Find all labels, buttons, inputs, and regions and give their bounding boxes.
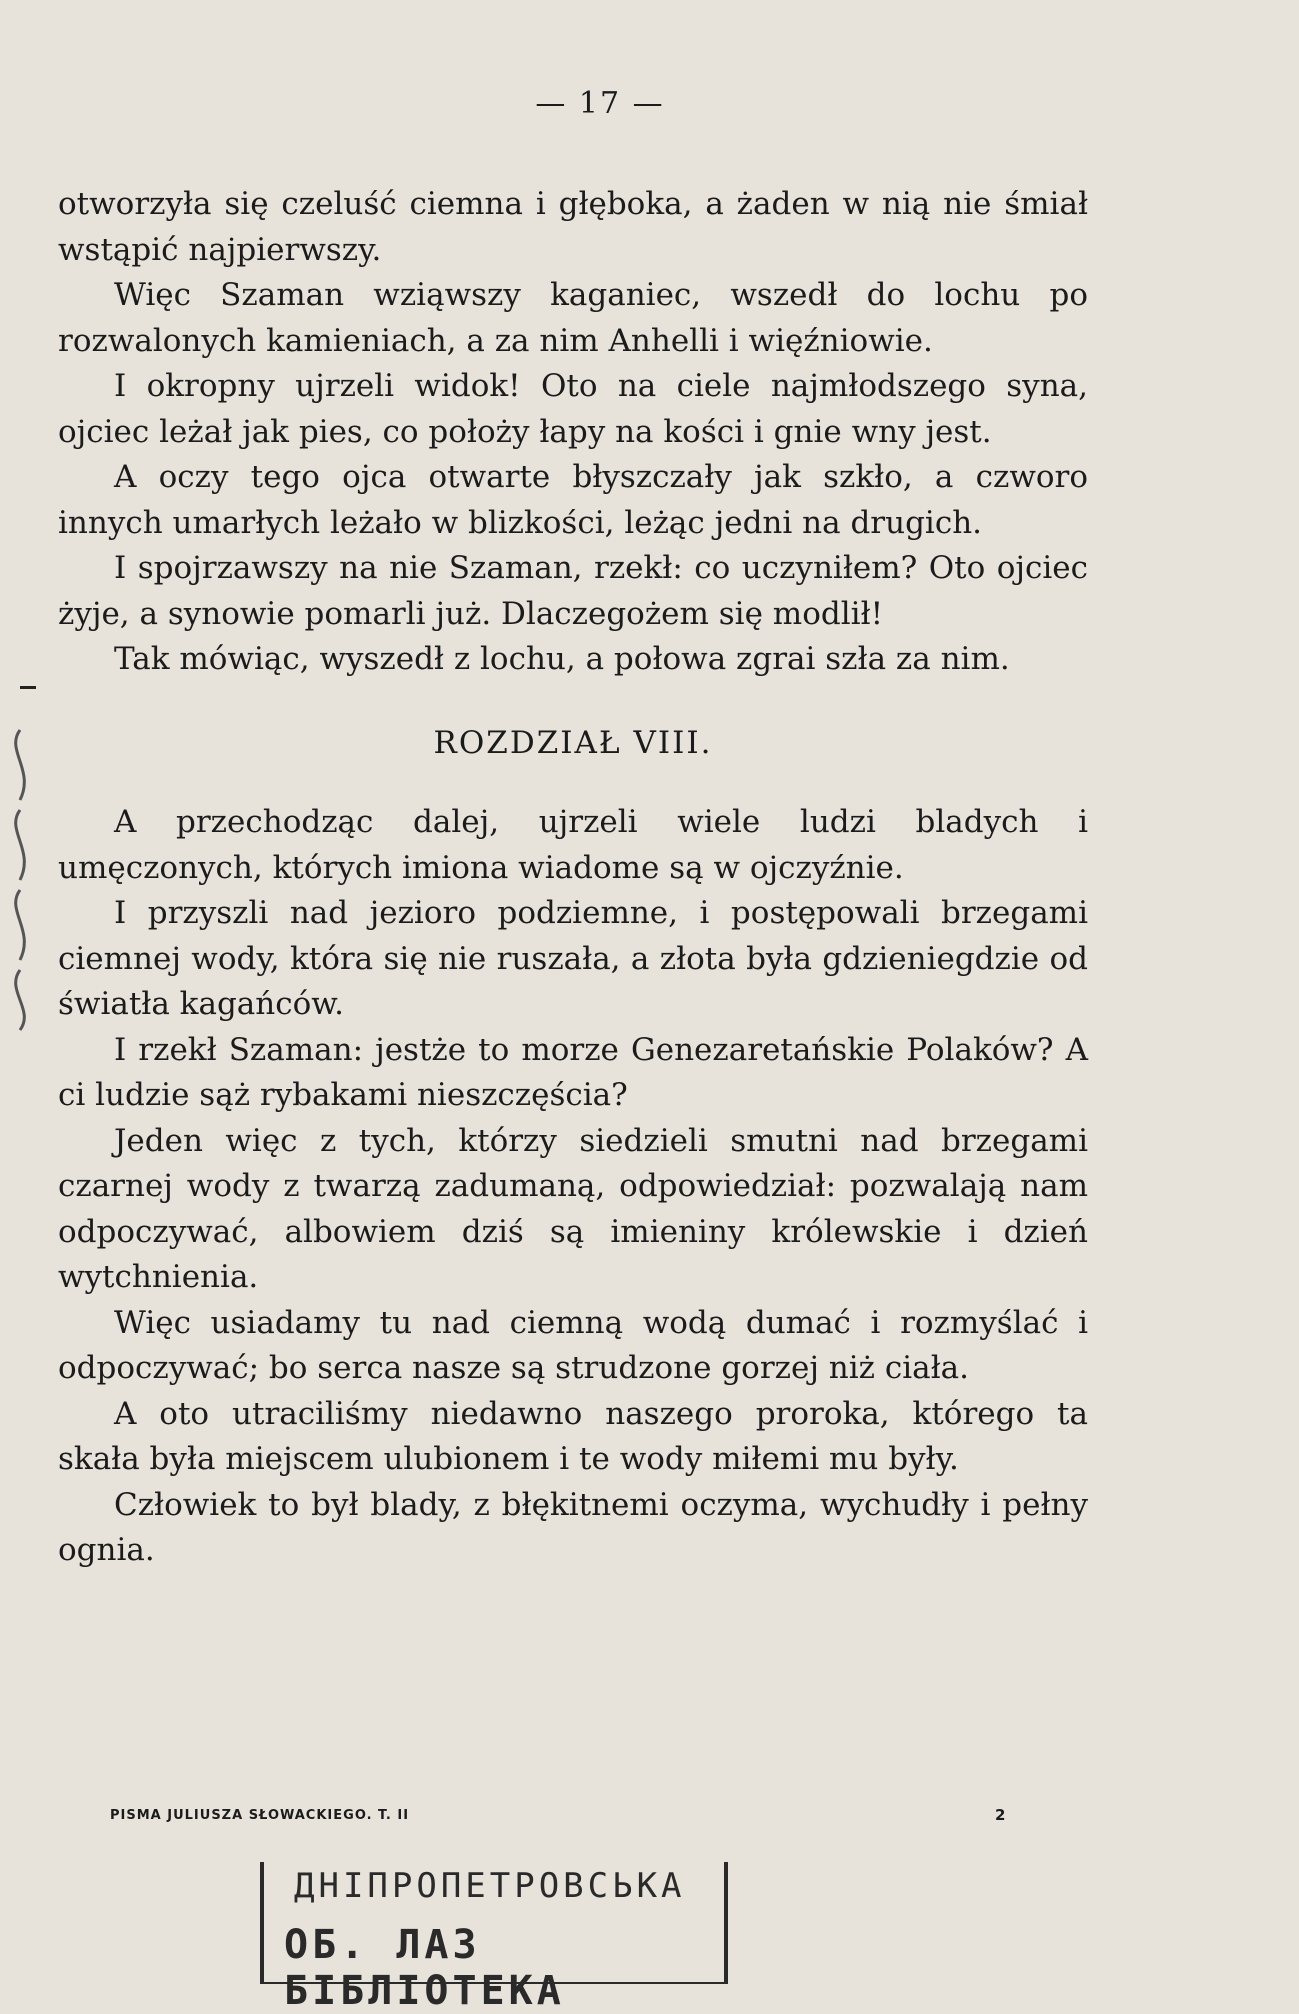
paragraph: A oto utraciliśmy niedawno naszego proroka, którego ta skała była miejscem ulubionem i te wody miłemi mu były. xyxy=(58,1395,1088,1477)
footer-series-title: PISMA JULIUSZA SŁOWACKIEGO. T. II xyxy=(110,1808,410,1823)
paragraph: I rzekł Szaman: jestże to morze Genezaretańskie Polaków? A ci ludzie sąż rybakami nieszczęścia? xyxy=(58,1031,1088,1113)
page-number: — 17 — xyxy=(535,86,665,121)
stamp-line-1: ДНІПРОПЕТРОВСЬКА xyxy=(294,1866,686,1906)
stamp-line-2: ОБ. ЛАЗ БІБЛІОТЕКА xyxy=(284,1922,565,2014)
chapter-heading: ROZDZIAŁ VIII. xyxy=(433,724,713,761)
paragraph: Jeden więc z tych, którzy siedzieli smutni nad brzegami czarnej wody z twarzą zadumaną, odpowiedział: pozwalają nam odpoczywać, albowiem dziś są imieniny królewskie i dzień wytchnienia. xyxy=(58,1122,1088,1295)
paragraph: I przyszli nad jezioro podziemne, i postępowali brzegami ciemnej wody, która się nie ruszała, a złota była gdzieniegdzie od światła kagańców. xyxy=(58,895,1088,1022)
paragraph: Więc Szaman wziąwszy kaganiec, wszedł do lochu po rozwalonych kamieniach, a za nim Anhelli i więźniowie. xyxy=(58,277,1088,359)
margin-dash xyxy=(20,686,36,689)
paragraph: I spojrzawszy na nie Szaman, rzekł: co uczyniłem? Oto ojciec żyje, a synowie pomarli już. Dlaczegożem się modlił! xyxy=(58,550,1088,632)
paragraph: A przechodząc dalej, ujrzeli wiele ludzi bladych i umęczonych, których imiona wiadome są w ojczyźnie. xyxy=(58,804,1088,886)
paragraph: I okropny ujrzeli widok! Oto na ciele najmłodszego syna, ojciec leżał jak pies, co położy łapy na kości i gnie wny jest. xyxy=(58,368,1088,450)
body-text xyxy=(58,182,1088,1574)
margin-handwriting-mark xyxy=(0,720,40,1040)
paragraph: Tak mówiąc, wyszedł z lochu, a połowa zgrai szła za nim. xyxy=(114,641,1010,677)
library-stamp xyxy=(260,1862,728,2014)
paragraph: A oczy tego ojca otwarte błyszczały jak szkło, a czworo innych umarłych leżało w blizkości, leżąc jedni na drugich. xyxy=(58,459,1088,541)
paragraph: otworzyła się czeluść ciemna i głęboka, a żaden w nią nie śmiał wstąpić najpierwszy. xyxy=(58,186,1088,268)
footer-signature-mark: 2 xyxy=(995,1806,1006,1824)
paragraph: Człowiek to był blady, z błękitnemi oczyma, wychudły i pełny ognia. xyxy=(58,1486,1088,1568)
paragraph: Więc usiadamy tu nad ciemną wodą dumać i rozmyślać i odpoczywać; bo serca nasze są strudzone gorzej niż ciała. xyxy=(58,1304,1088,1386)
